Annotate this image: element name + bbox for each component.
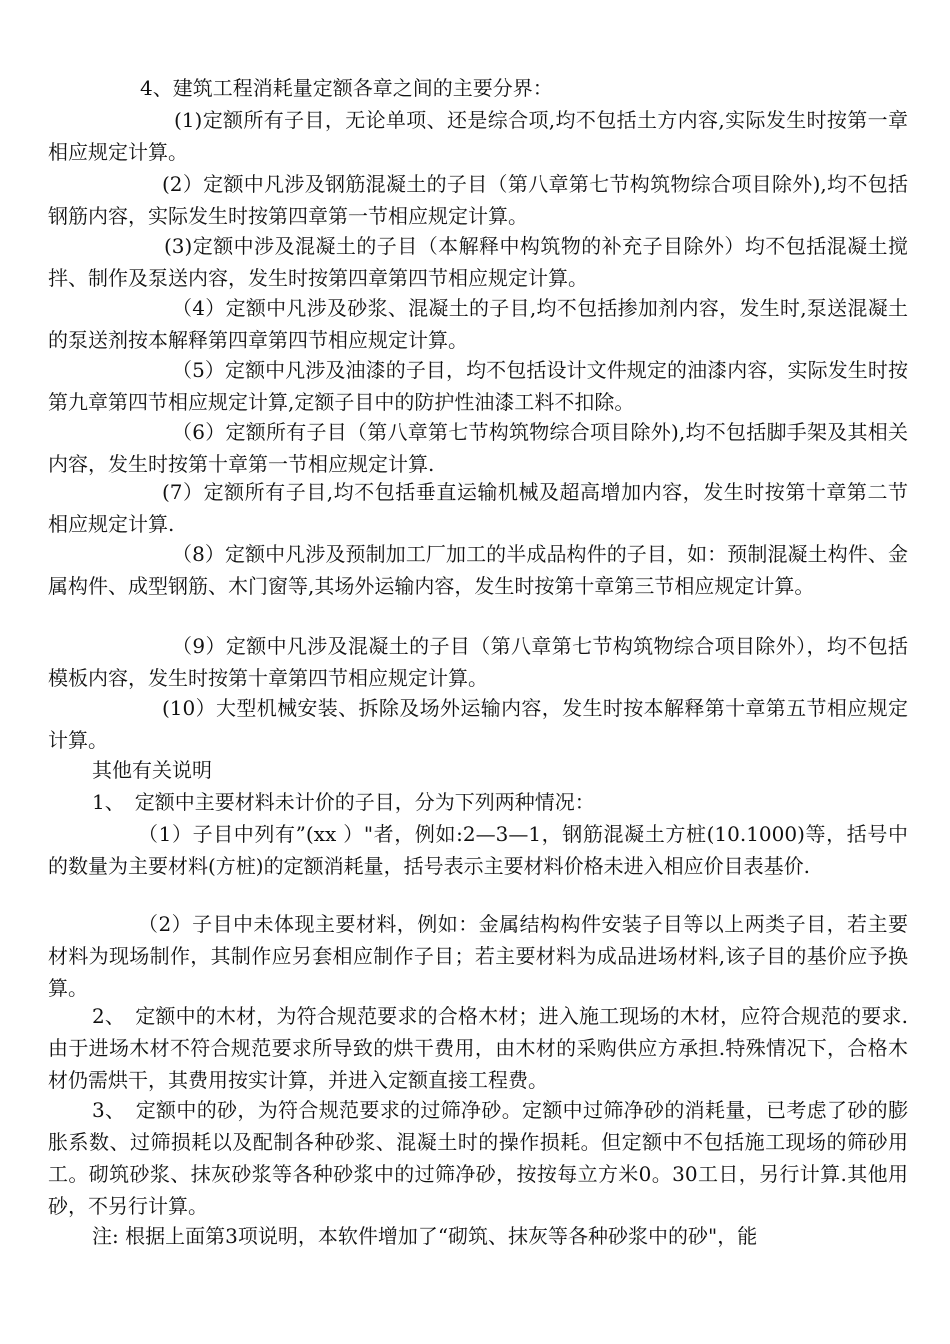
paragraph-item-7: (7）定额所有子目,均不包括垂直运输机械及超高增加内容，发生时按第十章第二节相应规定计算. xyxy=(48,480,908,536)
heading-chapter-boundaries: 4、建筑工程消耗量定额各章之间的主要分界： xyxy=(140,76,553,100)
paragraph-item-10: (10）大型机械安装、拆除及场外运输内容，发生时按本解释第十章第五节相应规定计算。 xyxy=(48,696,908,752)
paragraph-item-9: （9）定额中凡涉及混凝土的子目（第八章第七节构筑物综合项目除外），均不包括模板内容，发生时按第十章第四节相应规定计算。 xyxy=(48,634,908,690)
paragraph-item-3: (3)定额中涉及混凝土的子目（本解释中构筑物的补充子目除外）均不包括混凝土搅拌、制作及泵送内容，发生时按第四章第四节相应规定计算。 xyxy=(48,234,908,290)
paragraph-item-5: （5）定额中凡涉及油漆的子目，均不包括设计文件规定的油漆内容，实际发生时按第九章第四节相应规定计算,定额子目中的防护性油漆工料不扣除。 xyxy=(48,358,908,414)
paragraph-note-1: 1、 定额中主要材料未计价的子目，分为下列两种情况： xyxy=(92,790,595,814)
paragraph-note-1-sub-2: （2）子目中未体现主要材料，例如：金属结构构件安装子目等以上两类子目，若主要材料为现场制作，其制作应另套相应制作子目；若主要材料为成品进场材料,该子目的基价应予换算。 xyxy=(48,912,908,1000)
paragraph-note-1-sub-1: （1）子目中列有”(xx ）"者，例如:2—3—1，钢筋混凝土方桩(10.1000)等，括号中的数量为主要材料(方桩)的定额消耗量，括号表示主要材料价格未进入相应价目表基价. xyxy=(48,822,908,878)
paragraph-item-6: （6）定额所有子目（第八章第七节构筑物综合项目除外),均不包括脚手架及其相关内容，发生时按第十章第一节相应规定计算. xyxy=(48,420,908,476)
paragraph-note-3: 3、 定额中的砂，为符合规范要求的过筛净砂。定额中过筛净砂的消耗量，已考虑了砂的膨胀系数、过筛损耗以及配制各种砂浆、混凝土时的操作损耗。但定额中不包括施工现场的筛砂用工。砌筑砂浆、抹灰砂浆等各种砂浆中的过筛净砂，按按每立方米0。30工日，另行计算.其他用砂，不另行计算。 xyxy=(48,1098,908,1218)
paragraph-item-2: (2）定额中凡涉及钢筋混凝土的子目（第八章第七节构筑物综合项目除外),均不包括钢筋内容，实际发生时按第四章第一节相应规定计算。 xyxy=(48,172,908,228)
paragraph-note-2: 2、 定额中的木材，为符合规范要求的合格木材；进入施工现场的木材，应符合规范的要求.由于进场木材不符合规范要求所导致的烘干费用，由木材的采购供应方承担.特殊情况下，合格木材仍需烘干，其费用按实计算，并进入定额直接工程费。 xyxy=(48,1004,908,1092)
paragraph-software-note: 注: 根据上面第3项说明，本软件增加了“砌筑、抹灰等各种砂浆中的砂"，能 xyxy=(92,1224,758,1248)
paragraph-item-1: (1)定额所有子目，无论单项、还是综合项,均不包括土方内容,实际发生时按第一章相应规定计算。 xyxy=(48,108,908,164)
paragraph-item-4: （4）定额中凡涉及砂浆、混凝土的子目,均不包括掺加剂内容，发生时,泵送混凝土的泵送剂按本解释第四章第四节相应规定计算。 xyxy=(48,296,908,352)
section-heading-other-notes: 其他有关说明 xyxy=(92,758,212,782)
paragraph-item-8: （8）定额中凡涉及预制加工厂加工的半成品构件的子目，如：预制混凝土构件、金属构件、成型钢筋、木门窗等,其场外运输内容，发生时按第十章第三节相应规定计算。 xyxy=(48,542,908,598)
